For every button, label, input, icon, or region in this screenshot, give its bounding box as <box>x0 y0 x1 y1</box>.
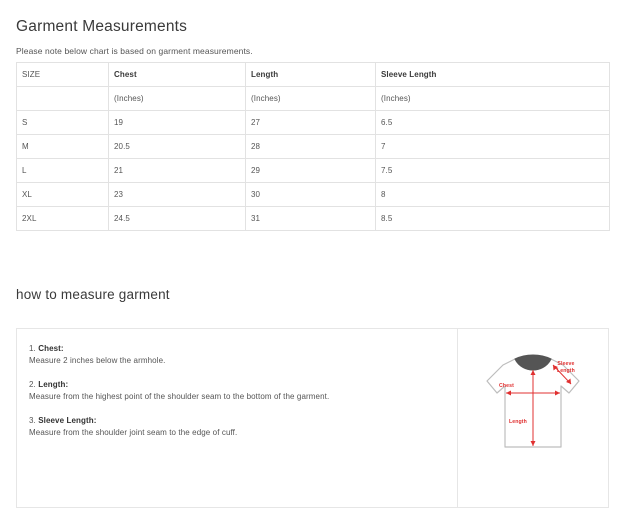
measure-instructions <box>17 329 457 507</box>
measure-item-label: Sleeve Length: <box>38 415 97 425</box>
table-row <box>17 135 610 159</box>
measure-item-text: Measure from the highest point of the shoulder seam to the bottom of the garment. <box>29 392 330 402</box>
measure-item-length <box>29 379 443 404</box>
table-row <box>17 159 610 183</box>
cell-size: S <box>17 111 109 135</box>
cell-size: XL <box>17 183 109 207</box>
cell-size: 2XL <box>17 207 109 231</box>
units-cell-chest: (Inches) <box>109 87 246 111</box>
cell-length: 28 <box>246 135 376 159</box>
measure-diagram-panel <box>457 329 608 507</box>
cell-length: 30 <box>246 183 376 207</box>
cell-size: M <box>17 135 109 159</box>
diagram-label-sleeve-length <box>557 361 575 374</box>
tshirt-diagram <box>473 343 593 483</box>
diagram-label-length: Length <box>509 419 527 425</box>
table-row <box>17 111 610 135</box>
cell-sleeve: 7 <box>376 135 610 159</box>
table-row <box>17 207 610 231</box>
table-units-row <box>17 87 610 111</box>
size-chart-table <box>16 62 610 231</box>
cell-sleeve: 6.5 <box>376 111 610 135</box>
cell-sleeve: 8 <box>376 183 610 207</box>
cell-chest: 20.5 <box>109 135 246 159</box>
column-header-sleeve-length: Sleeve Length <box>376 63 610 87</box>
diagram-label-sleeve-line2: Length <box>557 367 575 374</box>
measure-item-text: Measure 2 inches below the armhole. <box>29 356 166 366</box>
cell-chest: 23 <box>109 183 246 207</box>
measure-item-label: Chest: <box>38 344 64 353</box>
cell-chest: 19 <box>109 111 246 135</box>
diagram-label-chest: Chest <box>499 383 514 389</box>
units-cell-size <box>17 87 109 111</box>
column-header-chest: Chest <box>109 63 246 87</box>
cell-sleeve: 7.5 <box>376 159 610 183</box>
column-header-length: Length <box>246 63 376 87</box>
column-header-size: SIZE <box>17 63 109 87</box>
page-title: Garment Measurements <box>16 18 188 35</box>
cell-size: L <box>17 159 109 183</box>
section-title-how-to-measure: how to measure garment <box>16 287 170 302</box>
tshirt-icon <box>473 343 593 483</box>
measure-item-number: 2. <box>29 379 36 389</box>
cell-length: 27 <box>246 111 376 135</box>
table-header-row <box>17 63 610 87</box>
cell-length: 31 <box>246 207 376 231</box>
measure-item-number: 1. <box>29 344 36 353</box>
measure-item-text: Measure from the shoulder joint seam to the edge of cuff. <box>29 427 238 437</box>
cell-chest: 24.5 <box>109 207 246 231</box>
measure-item-sleeve-length <box>29 415 443 440</box>
measure-item-chest <box>29 343 443 368</box>
units-cell-sleeve: (Inches) <box>376 87 610 111</box>
units-cell-length: (Inches) <box>246 87 376 111</box>
diagram-label-sleeve-line1: Sleeve <box>557 361 575 367</box>
cell-length: 29 <box>246 159 376 183</box>
how-to-measure-box <box>16 328 609 508</box>
cell-chest: 21 <box>109 159 246 183</box>
cell-sleeve: 8.5 <box>376 207 610 231</box>
measure-item-label: Length: <box>38 379 69 389</box>
measure-item-number: 3. <box>29 415 36 425</box>
table-row <box>17 183 610 207</box>
chart-note: Please note below chart is based on garment measurements. <box>16 46 253 56</box>
